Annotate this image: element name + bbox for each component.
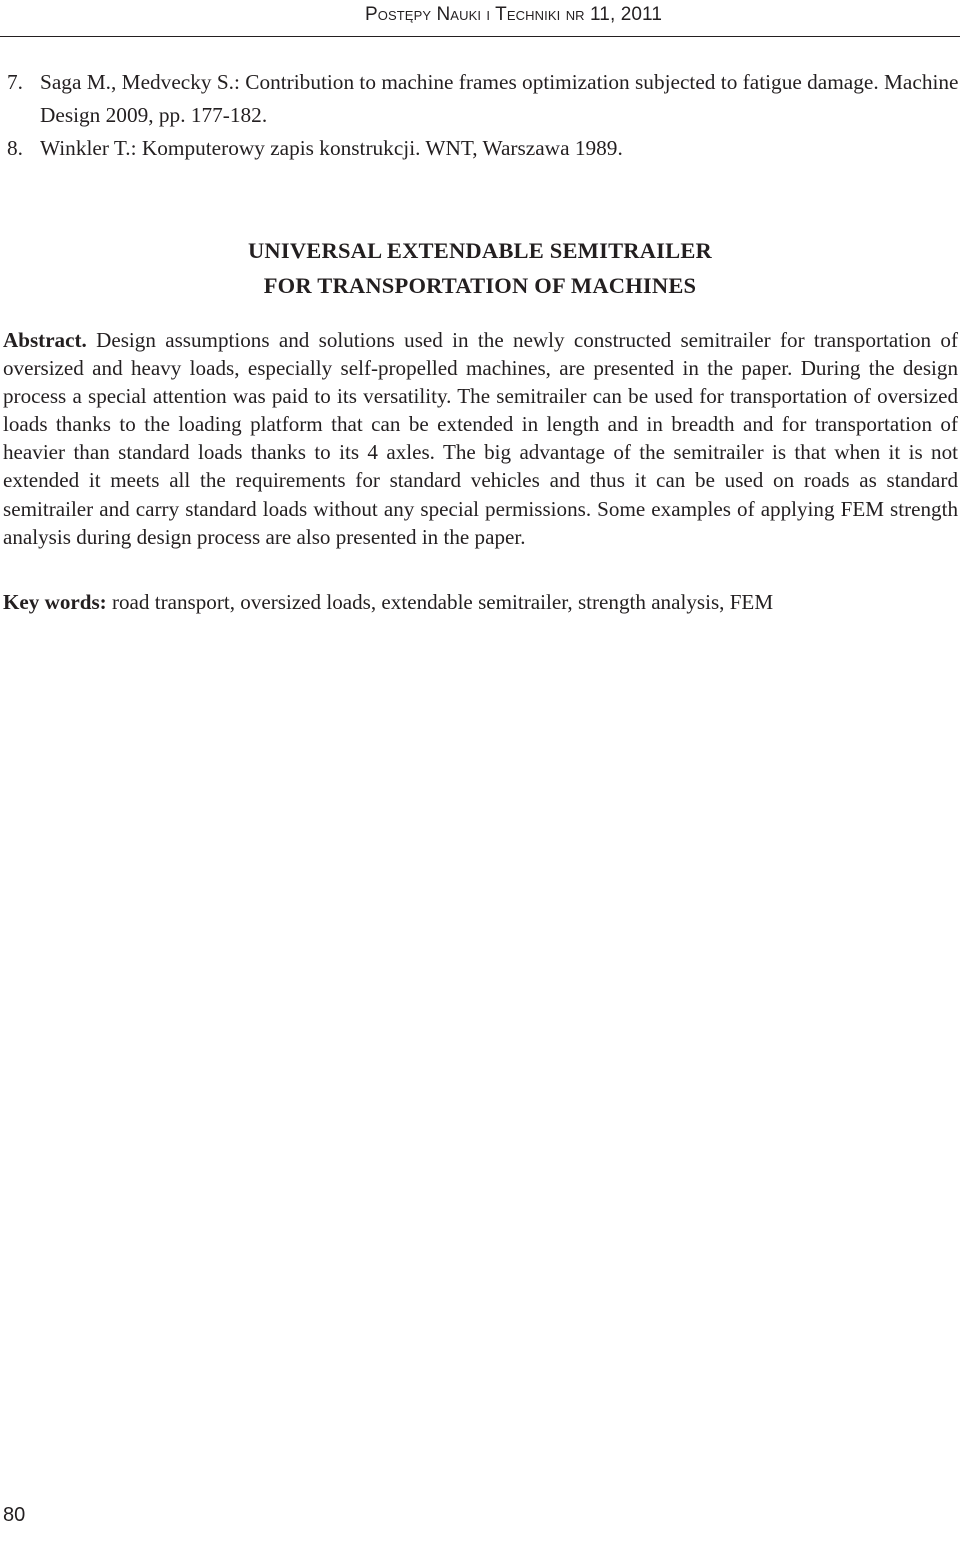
reference-item xyxy=(7,132,960,165)
reference-list xyxy=(7,66,960,165)
paper-title-line: FOR TRANSPORTATION OF MACHINES xyxy=(263,273,697,298)
running-header: Postępy Nauki i Techniki nr 11, 2011 xyxy=(365,4,662,25)
reference-text: Winkler T.: Komputerowy zapis konstrukcji. WNT, Warszawa 1989. xyxy=(40,136,623,160)
reference-text: Saga M., Medvecky S.: Contribution to machine frames optimization subjected to fatigue damage. Machine Design 2009, pp. 177-182. xyxy=(40,70,959,127)
reference-number: 8. xyxy=(7,136,23,160)
keywords-label: Key words: xyxy=(3,590,107,614)
reference-item xyxy=(7,66,960,132)
abstract-text: Design assumptions and solutions used in the newly constructed semitrailer for transportation of oversized and heavy loads, especially self-propelled machines, are presented in the paper. During the design process a special attention was paid to its versatility. The semitrailer can be used for transportation of oversized loads thanks to the loading platform that can be extended in length and in breadth and for transportation of heavier than standard loads thanks to its 4 axles. The big advantage of the semitrailer is that when it is not extended it meets all the requirements for standard vehicles and thus it can be used on roads as standard semitrailer and carry standard loads without any special permissions. Some examples of applying FEM strength analysis during design process are also presented in the paper. xyxy=(3,328,958,549)
abstract-label: Abstract. xyxy=(3,328,87,352)
keywords xyxy=(3,588,958,616)
reference-number: 7. xyxy=(7,70,23,94)
abstract xyxy=(3,326,958,551)
keywords-text: road transport, oversized loads, extendable semitrailer, strength analysis, FEM xyxy=(111,590,774,614)
page-number: 80 xyxy=(3,1504,26,1526)
paper-title-line: UNIVERSAL EXTENDABLE SEMITRAILER xyxy=(247,238,712,263)
paper-title xyxy=(0,233,960,303)
header-rule xyxy=(0,36,960,37)
